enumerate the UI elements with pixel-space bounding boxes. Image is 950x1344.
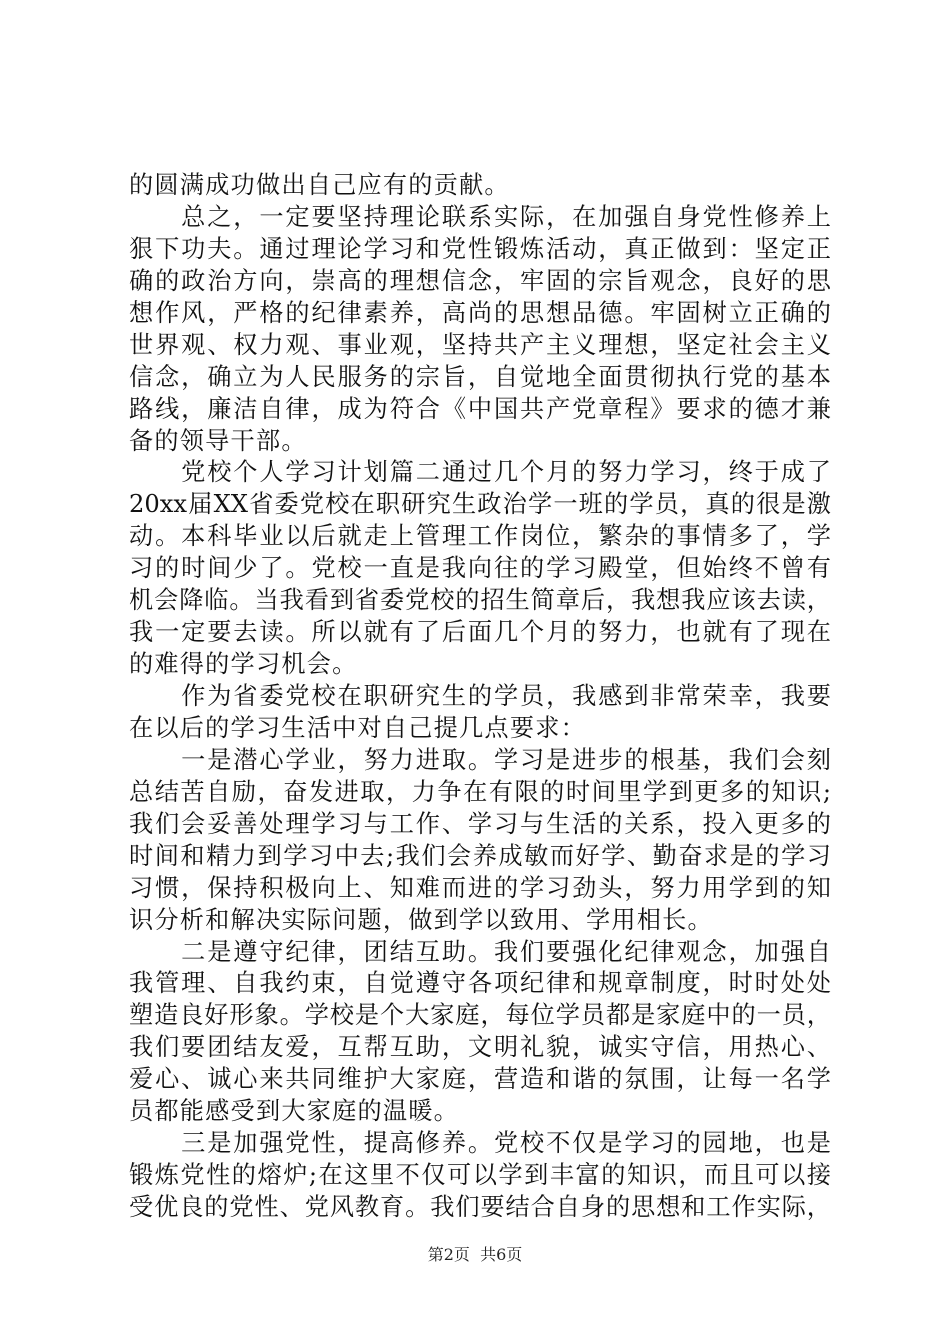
text-line: 我一定要去读。所以就有了后面几个月的努力，也就有了现在	[129, 618, 831, 646]
text-line: 20xx届XX省委党校在职研究生政治学一班的学员，真的很是激	[129, 490, 831, 518]
text-line: 一是潜心学业，努力进取。学习是进步的根基，我们会刻	[129, 746, 831, 774]
text-line: 备的领导干部。	[129, 427, 307, 455]
text-line: 二是遵守纪律，团结互助。我们要强化纪律观念，加强自	[129, 938, 831, 966]
text-line: 在以后的学习生活中对自己提几点要求：	[129, 714, 586, 742]
text-line: 习的时间少了。党校一直是我向往的学习殿堂，但始终不曾有	[129, 554, 831, 582]
text-line: 的难得的学习机会。	[129, 650, 358, 678]
text-line: 三是加强党性，提高修养。党校不仅是学习的园地，也是	[129, 1129, 831, 1157]
text-line: 路线，廉洁自律，成为符合《中国共产党章程》要求的德才兼	[129, 395, 831, 423]
text-line: 塑造良好形象。学校是个大家庭，每位学员都是家庭中的一员，	[129, 1001, 831, 1029]
text-line: 员都能感受到大家庭的温暖。	[129, 1097, 460, 1125]
text-line: 受优良的党性、党风教育。我们要结合自身的思想和工作实际，	[129, 1193, 831, 1221]
text-line: 机会降临。当我看到省委党校的招生简章后，我想我应该去读，	[129, 586, 831, 614]
text-line: 我管理、自我约束，自觉遵守各项纪律和规章制度，时时处处	[129, 969, 831, 997]
text-line: 信念，确立为人民服务的宗旨，自觉地全面贯彻执行党的基本	[129, 363, 831, 391]
text-line: 确的政治方向，崇高的理想信念，牢固的宗旨观念，良好的思	[129, 267, 831, 295]
text-line: 习惯，保持积极向上、知难而进的学习劲头，努力用学到的知	[129, 874, 831, 902]
text-line: 党校个人学习计划篇二通过几个月的努力学习，终于成了	[129, 458, 831, 486]
text-line: 时间和精力到学习中去;我们会养成敏而好学、勤奋求是的学习	[129, 842, 831, 870]
text-line: 狠下功夫。通过理论学习和党性锻炼活动，真正做到：坚定正	[129, 235, 831, 263]
text-line: 我们会妥善处理学习与工作、学习与生活的关系，投入更多的	[129, 810, 831, 838]
text-line: 总结苦自励，奋发进取，力争在有限的时间里学到更多的知识;	[129, 778, 831, 806]
text-line: 世界观、权力观、事业观，坚持共产主义理想，坚定社会主义	[129, 331, 831, 359]
text-line: 的圆满成功做出自己应有的贡献。	[129, 171, 510, 199]
text-line: 作为省委党校在职研究生的学员，我感到非常荣幸，我要	[129, 682, 831, 710]
text-line: 我们要团结友爱，互帮互助，文明礼貌，诚实守信，用热心、	[129, 1033, 831, 1061]
text-line: 识分析和解决实际问题，做到学以致用、学用相长。	[129, 906, 713, 934]
text-line: 爱心、诚心来共同维护大家庭，营造和谐的氛围，让每一名学	[129, 1065, 831, 1093]
page-footer: 第2页 共6页	[427, 1245, 523, 1264]
text-line: 总之，一定要坚持理论联系实际，在加强自身党性修养上	[129, 203, 831, 231]
text-line: 想作风，严格的纪律素养，高尚的思想品德。牢固树立正确的	[129, 299, 831, 327]
text-line: 动。本科毕业以后就走上管理工作岗位，繁杂的事情多了，学	[129, 522, 831, 550]
text-line: 锻炼党性的熔炉;在这里不仅可以学到丰富的知识，而且可以接	[129, 1161, 831, 1189]
